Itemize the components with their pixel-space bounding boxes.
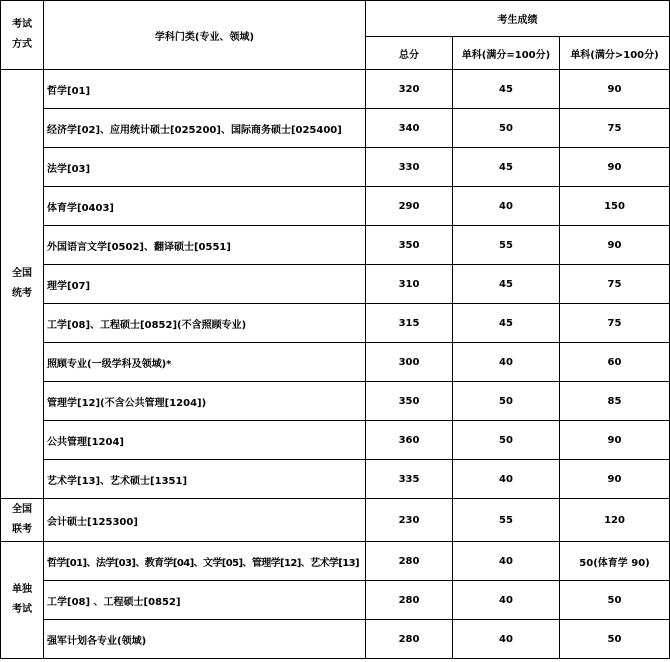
table-row — [1, 187, 670, 226]
total-header: 总分 — [366, 37, 453, 70]
table-row — [1, 620, 670, 659]
exam-mode-header-line2: 方式 — [12, 39, 32, 50]
single-100-cell: 45 — [453, 148, 560, 187]
single-gt100-cell: 75 — [560, 304, 670, 343]
single-gt100-cell: 90 — [560, 70, 670, 109]
single-100-cell: 40 — [453, 542, 560, 581]
total-cell: 335 — [366, 460, 453, 499]
table-row — [1, 421, 670, 460]
subject-cell: 工学[08]、工程硕士[0852](不含照顾专业) — [44, 304, 366, 343]
subject-cell: 哲学[01]、法学[03]、教育学[04]、文学[05]、管理学[12]、艺术学[13] — [44, 542, 366, 581]
single-100-cell: 40 — [453, 620, 560, 659]
total-cell: 360 — [366, 421, 453, 460]
total-cell: 340 — [366, 109, 453, 148]
single-gt100-cell: 120 — [560, 499, 670, 542]
single-gt100-cell: 60 — [560, 343, 670, 382]
exam-mode-cell — [1, 499, 44, 542]
single-100-cell: 40 — [453, 460, 560, 499]
single-gt100-cell: 50(体育学 90) — [560, 542, 670, 581]
single-gt100-cell: 90 — [560, 148, 670, 187]
exam-mode-line2: 联考 — [12, 524, 32, 535]
single-gt100-cell: 75 — [560, 109, 670, 148]
table-row — [1, 382, 670, 421]
single-100-cell: 45 — [453, 70, 560, 109]
exam-mode-line1: 全国 — [12, 268, 32, 279]
total-cell: 280 — [366, 620, 453, 659]
total-cell: 350 — [366, 382, 453, 421]
single-gt100-cell: 150 — [560, 187, 670, 226]
subject-cell: 工学[08] 、工程硕士[0852] — [44, 581, 366, 620]
subject-cell: 照顾专业(一级学科及领域)* — [44, 343, 366, 382]
single-gt100-cell: 90 — [560, 421, 670, 460]
single-gt100-cell: 90 — [560, 460, 670, 499]
subject-cell: 会计硕士[125300] — [44, 499, 366, 542]
total-cell: 315 — [366, 304, 453, 343]
scores-header: 考生成绩 — [366, 1, 670, 37]
table-row — [1, 265, 670, 304]
subject-cell: 哲学[01] — [44, 70, 366, 109]
single-gt100-cell: 75 — [560, 265, 670, 304]
total-cell: 280 — [366, 542, 453, 581]
single-gt100-cell: 90 — [560, 226, 670, 265]
single-gt100-cell: 85 — [560, 382, 670, 421]
table-row — [1, 499, 670, 542]
total-cell: 350 — [366, 226, 453, 265]
subject-header: 学科门类(专业、领域) — [44, 1, 366, 70]
subject-cell: 强军计划各专业(领域) — [44, 620, 366, 659]
table-row — [1, 542, 670, 581]
table-row — [1, 581, 670, 620]
exam-mode-header-line1: 考试 — [12, 19, 32, 30]
total-cell: 290 — [366, 187, 453, 226]
subject-cell: 艺术学[13]、艺术硕士[1351] — [44, 460, 366, 499]
exam-mode-line1: 单独 — [12, 584, 32, 595]
subject-cell: 外国语言文学[0502]、翻译硕士[0551] — [44, 226, 366, 265]
subject-cell: 体育学[0403] — [44, 187, 366, 226]
exam-mode-line2: 统考 — [12, 288, 32, 299]
total-cell: 300 — [366, 343, 453, 382]
single-100-cell: 55 — [453, 226, 560, 265]
single-100-cell: 40 — [453, 343, 560, 382]
single-100-cell: 55 — [453, 499, 560, 542]
single-100-cell: 50 — [453, 109, 560, 148]
total-cell: 310 — [366, 265, 453, 304]
table-row — [1, 460, 670, 499]
total-cell: 330 — [366, 148, 453, 187]
subject-cell: 经济学[02]、应用统计硕士[025200]、国际商务硕士[025400] — [44, 109, 366, 148]
exam-mode-cell — [1, 70, 44, 499]
single-100-cell: 50 — [453, 421, 560, 460]
exam-mode-line1: 全国 — [12, 504, 32, 515]
table-row — [1, 148, 670, 187]
single-100-cell: 45 — [453, 304, 560, 343]
table-row — [1, 343, 670, 382]
subject-cell: 公共管理[1204] — [44, 421, 366, 460]
header-row-1 — [1, 1, 670, 37]
single-100-header: 单科(满分=100分) — [453, 37, 560, 70]
single-gt100-header: 单科(满分>100分) — [560, 37, 670, 70]
single-gt100-cell: 50 — [560, 581, 670, 620]
table-row — [1, 304, 670, 343]
exam-mode-header — [1, 1, 44, 70]
exam-mode-cell — [1, 542, 44, 659]
single-100-cell: 50 — [453, 382, 560, 421]
total-cell: 320 — [366, 70, 453, 109]
table-row — [1, 109, 670, 148]
single-gt100-cell: 50 — [560, 620, 670, 659]
table-row — [1, 226, 670, 265]
subject-cell: 管理学[12](不含公共管理[1204]) — [44, 382, 366, 421]
single-100-cell: 45 — [453, 265, 560, 304]
exam-mode-line2: 考试 — [12, 604, 32, 615]
total-cell: 230 — [366, 499, 453, 542]
single-100-cell: 40 — [453, 187, 560, 226]
table-row — [1, 70, 670, 109]
single-100-cell: 40 — [453, 581, 560, 620]
subject-cell: 理学[07] — [44, 265, 366, 304]
total-cell: 280 — [366, 581, 453, 620]
subject-cell: 法学[03] — [44, 148, 366, 187]
